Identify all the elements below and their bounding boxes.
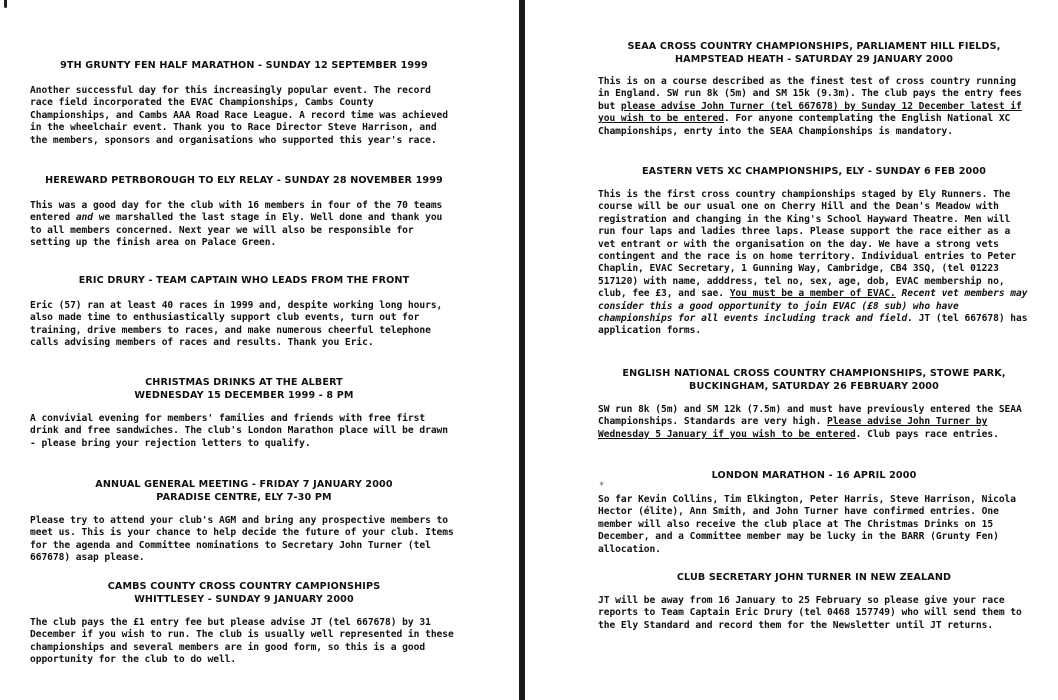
left-page	[0, 0, 520, 700]
new-zealand-heading: CLUB SECRETARY JOHN TURNER IN NEW ZEALAND	[676, 572, 952, 583]
english-national-body: SW run 8k (5m) and SM 12k (7.5m) and must have previously entered the SEAA Championships. Standards are very high. Please advise John Turner by Wednesday 5 January if you wish to be entered. Club pays race entries.	[598, 404, 1022, 440]
eric-drury-section	[30, 274, 458, 350]
seaa-heading: SEAA CROSS COUNTRY CHAMPIONSHIPS, PARLIAMENT HILL FIELDS,	[627, 41, 1001, 52]
agm-body: Please try to attend your club's AGM and bring any prospective members to meet us. This is your chance to help decide the future of your club. Items for the agenda and Committee nominations to Secretary John Turner (tel 667678) asap please.	[30, 515, 454, 564]
grunty-fen-heading: 9TH GRUNTY FEN HALF MARATHON - SUNDAY 12 SEPTEMBER 1999	[60, 60, 428, 71]
seaa-venue: HAMPSTEAD HEATH - SATURDAY 29 JANUARY 2000	[674, 54, 954, 65]
london-marathon-heading: LONDON MARATHON - 16 APRIL 2000	[711, 470, 917, 481]
english-national-section	[598, 367, 1030, 441]
relay-heading: HEREWARD PETRBOROUGH TO ELY RELAY - SUNDAY 28 NOVEMBER 1999	[45, 175, 443, 186]
relay-section	[30, 174, 458, 250]
corner-mark	[4, 0, 7, 8]
grunty-fen-body: Another successful day for this increasingly popular event. The record race field incorporated the EVAC Championships, Cambs County Championships, and Cambs AAA Road Race League. A record time was achieved in the wheelchair event. Thank you to Race Director Steve Harrison, and the members, sponsors and organisations who supported this year's race.	[30, 85, 448, 146]
christmas-drinks-section	[30, 376, 458, 450]
cambs-xc-heading: CAMBS COUNTY CROSS COUNTRY CAMPIONSHIPS	[107, 581, 381, 592]
cambs-xc-section	[30, 580, 458, 667]
grunty-fen-section	[30, 59, 458, 147]
scan-speck: *	[599, 481, 605, 491]
english-national-heading: ENGLISH NATIONAL CROSS COUNTRY CHAMPIONSHIPS, STOWE PARK,	[622, 368, 1006, 379]
relay-body: This was a good day for the club with 16 members in four of the 70 teams entered and we marshalled the last stage in Ely. Well done and thank you to all members concerned. Next year we will also be responsible for setting up the finish area on Palace Green.	[30, 200, 443, 249]
agm-venue: PARADISE CENTRE, ELY 7-30 PM	[156, 492, 332, 503]
christmas-drinks-heading: CHRISTMAS DRINKS AT THE ALBERT	[145, 377, 343, 388]
london-marathon-body: So far Kevin Collins, Tim Elkington, Peter Harris, Steve Harrison, Nicola Hector (élite), Ann Smith, and John Turner have confirmed entries. One member will also receive the club place at The Christmas Drinks on 15 December, and a Committee member may be lucky in the BARR (Grunty Fen) allocation.	[598, 494, 1016, 555]
binding-spine	[519, 0, 525, 700]
christmas-drinks-date: WEDNESDAY 15 DECEMBER 1999 - 8 PM	[134, 390, 354, 401]
english-national-venue: BUCKINGHAM, SATURDAY 26 FEBRUARY 2000	[689, 381, 939, 392]
cambs-xc-body: The club pays the £1 entry fee but please advise JT (tel 667678) by 31 December if you wish to run. The club is usually well represented in these championships and several members are in good form, so this is a good opportunity for the club to do well.	[30, 617, 454, 666]
cambs-xc-date: WHITTLESEY - SUNDAY 9 JANUARY 2000	[134, 594, 354, 605]
eric-drury-body: Eric (57) ran at least 40 races in 1999 and, despite working long hours, also made time to enthusiastically support club events, turn out for training, drive members to races, and make numerous cheerful telephone calls advising members of races and results. Thank you Eric.	[30, 300, 443, 349]
eastern-vets-section	[598, 165, 1030, 338]
eastern-vets-heading: EASTERN VETS XC CHAMPIONSHIPS, ELY - SUNDAY 6 FEB 2000	[641, 166, 987, 177]
new-zealand-body: JT will be away from 16 January to 25 February so please give your race reports to Team Captain Eric Drury (tel 0468 157749) who will send them to the Ely Standard and record them for the Newsletter until JT returns.	[598, 595, 1022, 631]
agm-heading: ANNUAL GENERAL MEETING - FRIDAY 7 JANUARY 2000	[95, 479, 393, 490]
christmas-drinks-body: A convivial evening for members' families and friends with free first drink and free sandwiches. The club's London Marathon place will be drawn - please bring your rejection letters to qualify.	[30, 413, 448, 449]
agm-section	[30, 478, 458, 565]
seaa-body: This is on a course described as the finest test of cross country running in England. SW run 8k (5m) and SM 15k (9.3m). The club pays the entry fees but please advise John Turner (tel 667678) by Sunday 12 December latest if you wish to be entered. For anyone contemplating the English National XC Championships, enrty into the SEAA Championships is mandatory.	[598, 76, 1022, 137]
new-zealand-section	[598, 571, 1030, 632]
eric-drury-heading: ERIC DRURY - TEAM CAPTAIN WHO LEADS FROM THE FRONT	[78, 275, 410, 286]
right-page	[528, 0, 1058, 700]
seaa-section	[598, 40, 1030, 138]
eastern-vets-body: This is the first cross country championships staged by Ely Runners. The course will be our usual one on Cherry Hill and the Dean's Meadow with registration and changing in the King's School Hayward Theatre. Men will run four laps and ladies three laps. Please support the race either as a vet entrant or with the organisation on the day. We have a strong vets contingent and the race is on home territory. Individual entries to Peter Chaplin, EVAC Secretary, 1 Gunning Way, Cambridge, CB4 3SQ, (tel 01223 517120) with name, adddress, tel no, sex, age, dob, EVAC membership no, club, fee £3, and sae. You must be a member of EVAC. Recent vet members may consider this a good opportunity to join EVAC (£8 sub) who have championships for all events including track and field. JT (tel 667678) has application forms.	[598, 189, 1028, 337]
london-marathon-section	[598, 469, 1030, 556]
